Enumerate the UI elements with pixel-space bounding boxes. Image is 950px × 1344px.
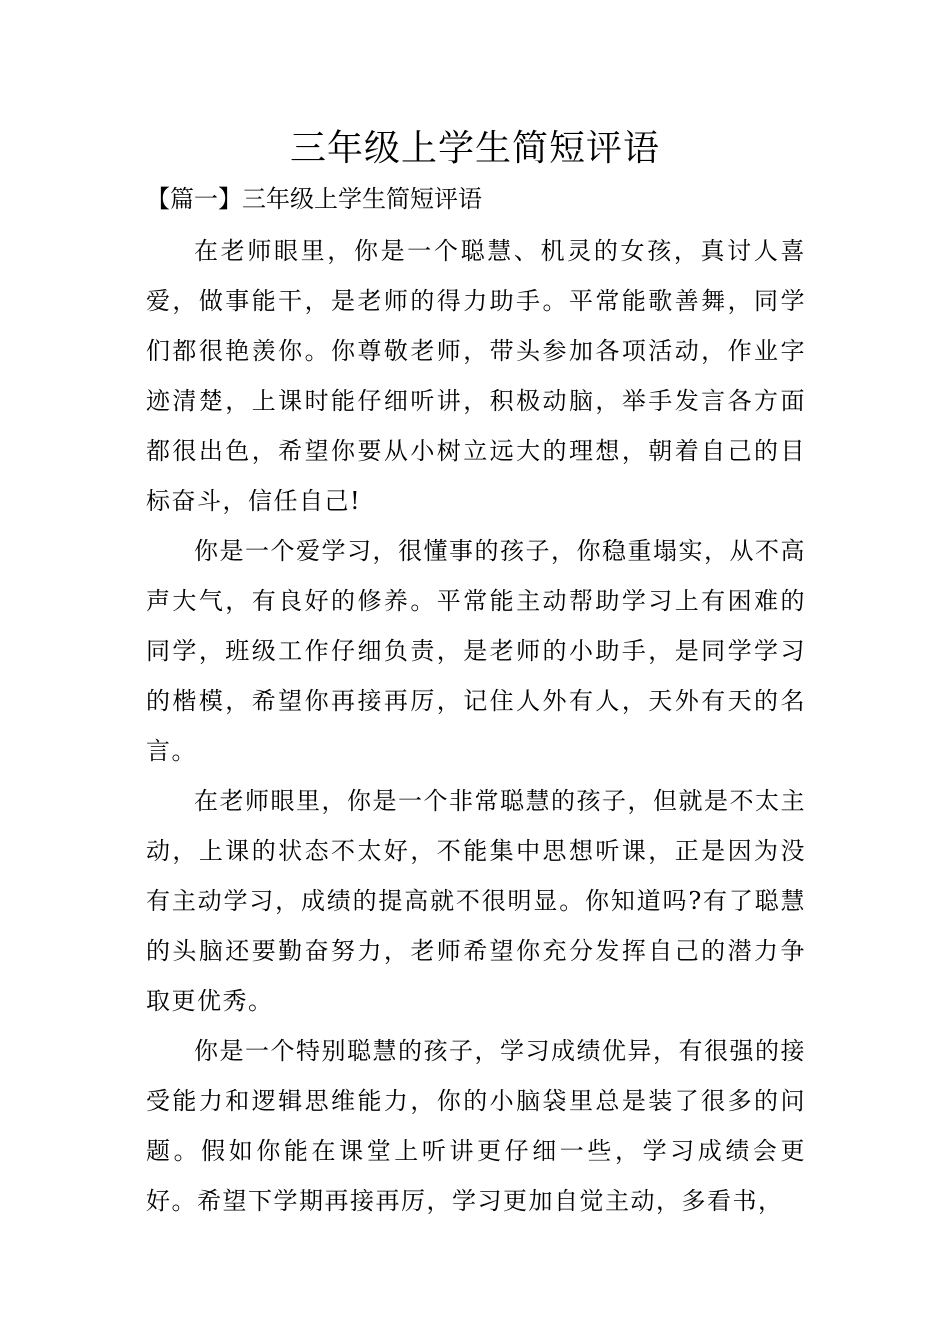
document-title: 三年级上学生简短评语 bbox=[289, 128, 660, 169]
paragraph-4: 你是一个特别聪慧的孩子，学习成绩优异，有很强的接受能力和逻辑思维能力，你的小脑袋里总是装了很多的问题。假如你能在课堂上听讲更仔细一些，学习成绩会更好。希望下学期再接再厉，学习更加自觉主动，多看书， bbox=[146, 1037, 806, 1215]
document-body bbox=[146, 226, 806, 1226]
paragraph-1: 在老师眼里，你是一个聪慧、机灵的女孩，真讨人喜爱，做事能干，是老师的得力助手。平常能歌善舞，同学们都很艳羡你。你尊敬老师，带头参加各项活动，作业字迹清楚，上课时能仔细听讲，积极动脑，举手发言各方面都很出色，希望你要从小树立远大的理想，朝着自己的目标奋斗，信任自己! bbox=[146, 237, 806, 515]
paragraph-3: 在老师眼里，你是一个非常聪慧的孩子，但就是不太主动，上课的状态不太好，不能集中思想听课，正是因为没有主动学习，成绩的提高就不很明显。你知道吗?有了聪慧的头脑还要勤奋努力，老师希望你充分发挥自己的潜力争取更优秀。 bbox=[146, 787, 806, 1015]
paragraph-2: 你是一个爱学习，很懂事的孩子，你稳重塌实，从不高声大气，有良好的修养。平常能主动帮助学习上有困难的同学，班级工作仔细负责，是老师的小助手，是同学学习的楷模，希望你再接再厉，记住人外有人，天外有天的名言。 bbox=[146, 537, 806, 765]
section-heading: 【篇一】三年级上学生简短评语 bbox=[146, 185, 482, 213]
